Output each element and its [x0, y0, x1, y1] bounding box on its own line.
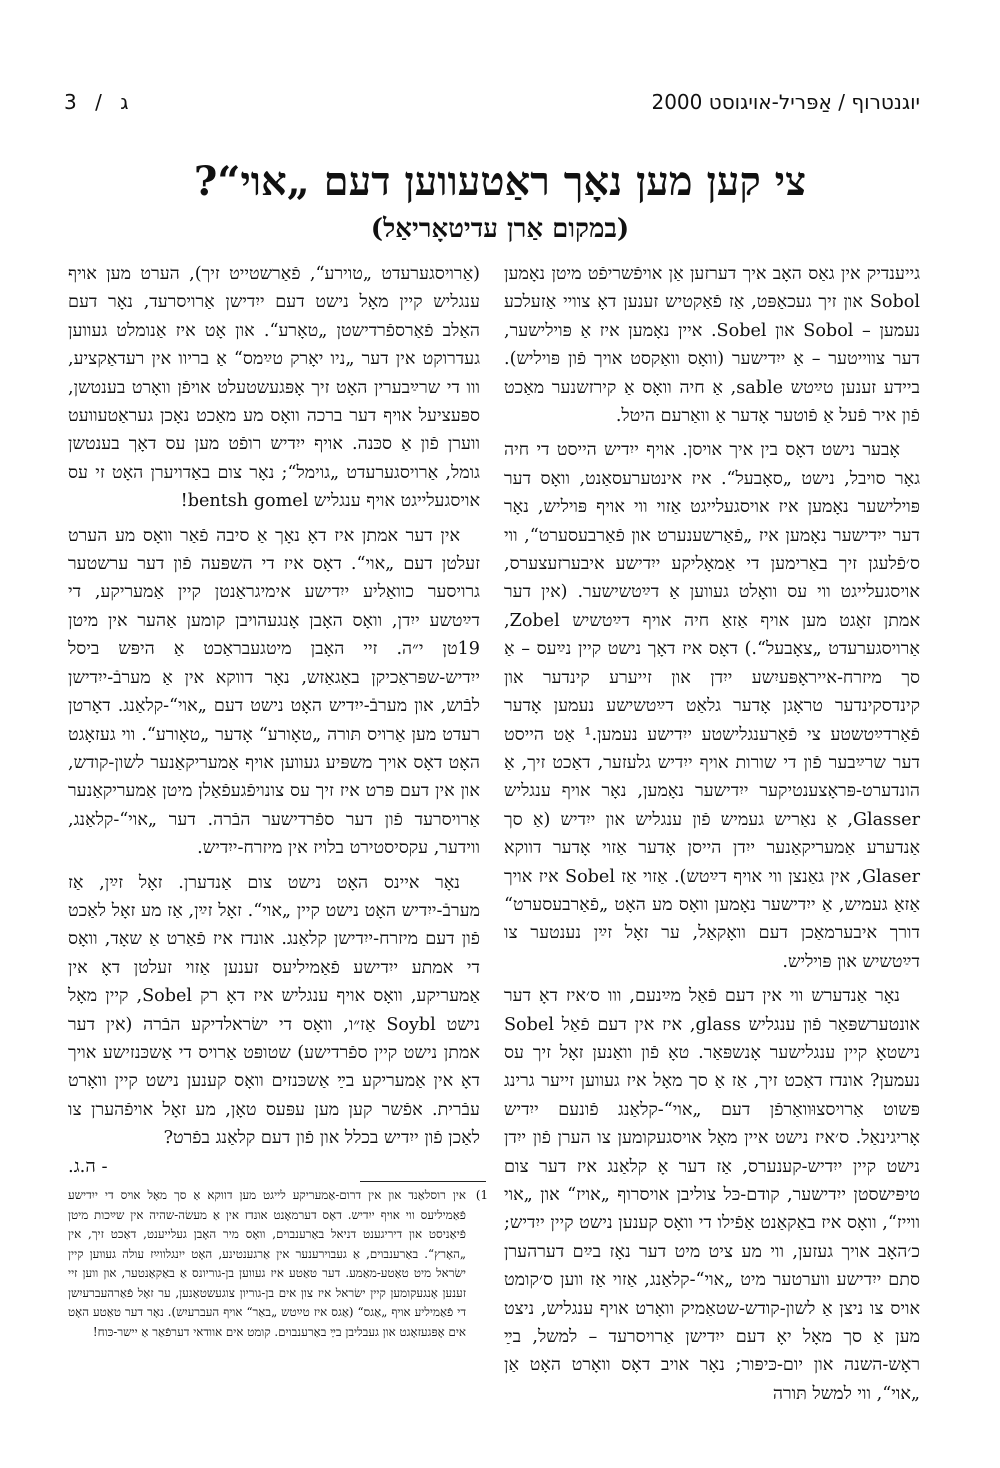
running-head: יוגנטרוף / אַפּריל-אויגוסט 2000	[651, 90, 920, 114]
paragraph: אָבער נישט דאָס בין איך אויסן. אויף ייִדיש הייסט די חיה גאָר סויבל, נישט „סאָבעל“. איז אינטערעסאַנט, וואָס דער פּוילישער נאָמען איז אויסגעלייגט אַזוי ווי אויף פּויליש, נאָר דער ייִדישער נאָמען איז „פֿאַרשענערט און פֿאַרבעסערט“, ווי ס׳פֿלעגן זיך באַרימען די אַמאָליקע ייִדישע איבערזעצערס, אויסגעלייגט ווי עס וואָלט געווען אַ דײַטשישער. (אין דער אמתן זאָגט מען אויף אַזאַ חיה אויף דײַטשיש Zobel, אַרויסגערעדט „צאָבעל“.) דאָס איז דאָך נישט קיין נײַעס – אַ סך מיזרח-אייראָפּעיִשע ייִדן און זייערע קינדער און קינדסקינדער טראָגן אָדער גלאַט דײַטשישע נעמען אָדער פֿאַרדײַטשטע צי פֿאַרענגלישטע ייִדישע נעמען.¹ אַט הייסט דער שרײַבער פֿון די שורות אויף ייִדיש גלעזער, דאַכט זיך, אַ הונדערט-פּראָצענטיקער ייִדישער נאָמען, נאָר אויף ענגליש Glasser, אַ נאַריש געמיש פֿון ענגליש און ייִדיש (אַ סך אַנדערע אַמעריקאַנער ייִדן הייסן אָדער אַזוי אָדער דווקא Glaser, אין גאַנצן ווי אויף דײַטש). אַזוי אַז Sobel איז אויך אַזאַ געמיש, אַ ייִדישער נאָמען וואָס מע האָט „פֿאַרבעסערט“ דורך איבערמאַכן דעם וואָקאַל, ער זאָל זײַן נענטער צו דײַטשיש און פּויליש.	[504, 440, 920, 972]
footnote-number: 1)	[475, 1188, 488, 1202]
page-number: ג / 3	[64, 90, 135, 114]
paragraph: נאָר אַנדערש ווי אין דעם פֿאַל מײַנעם, ווו ס׳איז דאָ דער אונטערשפּאַר פֿון ענגליש glass, איז אין דעם פֿאַל Sobel נישטאָ קיין ענגלישער אָנשפּאַר. טאָ פֿון וואַנען זאָל זיך עס נעמען? אונדז דאַכט זיך, אַז אַ סך מאָל איז געווען זייער גרינג פּשוט אַרויסצוּוואַרפֿן דעם „אוי“-קלאַנג פֿונעם ייִדיש אָריגינאַל. ס׳איז נישט איין מאָל אויסגעקומען צו הערן פֿון ייִדן נישט קיין ייִדיש-קענערס, אַז דער אָ קלאַנג איז דער צום טיפּישסטן ייִדישער, קודם-כּל צוליבן אויסרוף „אויז“ און „אוי ווייז“, וואָס איז באַקאַנט אַפֿילו די וואָס קענען נישט קיין ייִדיש; כ׳האָב אויך געזען, ווי מע ציט מיט דער נאָז בײַם דערהערן סתם ייִדישע ווערטער מיט „אוי“-קלאַנג, אַזוי אַז ווען ס׳קומט אויס צו ניצן אַ לשון-קודש-שטאַמיק וואָרט אויף ענגליש, ניצט מען אַ סך מאָל יאָ דעם ייִדישן אַרויסרעד – למשל, בײַ ראָש-השנה און יום-כּיפּור; נאָר אויב דאָס וואָרט האָט אַן „אוי“, ווי למשל תּורה	[504, 986, 920, 1404]
author-signature: - ה.ג.	[68, 1156, 108, 1177]
right-column	[504, 260, 920, 1414]
paragraph: (אַרויסגערעדט „טוירע“, פֿאַרשטייט זיך), הערט מען אויף ענגליש קיין מאָל נישט דעם ייִדישן אַרויסרעד, נאָר דעם האַלב פֿאַרספֿרדישטן „טאָרע“. און אָט איז אַנומלט געווען געדרוקט אין דער „ניו יאָרק טײַמס“ אַ בריוו אין רעדאַקציע, ווו די שרײַבערין האָט זיך אָפּגעשטעלט אויפֿן וואָרט בענטשן, ספּעציעל אויף דער ברכה וואָס מע מאַכט נאָכן געראַטעוועט ווערן פֿון אַ סכּנה. אויף ייִדיש רופֿט מען עס דאָך בענטשן גומל, אַרויסגערעדט „גוימל“; נאָר צום באַדויערן האָט זי עס אויסגעלייגט אויף ענגליש bentsh gomel!	[68, 264, 480, 512]
article-subtitle: (במקום אַרן עדיטאָריאַל)	[370, 214, 630, 244]
paragraph: אין דער אמתן איז דאָ נאָך אַ סיבה פֿאַר וואָס מע הערט זעלטן דעם „אוי“. דאָס איז די השפּעה פֿון דער ערשטער גרויסער כוואַליע ייִדישע אימיגראַנטן קיין אַמעריקע, די דײַטשע ייִדן, וואָס האָבן אָנגעהויבן קומען אַהער אין מיטן 19טן י״ה. זיי האָבן מיטגעבראַכט אַ היפּש ביסל ייִדיש-שפּראַכיקן באַגאַזש, נאָר דווקא אין אַ מערבֿ-ייִדישן לבֿוש, און מערבֿ-ייִדיש האָט נישט דעם „אוי“-קלאַנג. דאָרטן רעדט מען אַרויס תּורה „טאָורע“ אָדער „טאָורע“. ווי געזאָגט האָט דאָס אויך משפּיע געווען אויף אַמעריקאַנער לשון-קודש, און אין דעם פּרט איז זיך עס צונויפֿגעפֿאַלן מיטן אַמעריקאַנער אַרויסרעד פֿון דער ספֿרדישער הבֿרה. דער „אוי“-קלאַנג, ווידער, עקסיסטירט בלויז אין מיזרח-ייִדיש.	[68, 525, 480, 859]
paragraph: גייענדיק אין גאַס האָב איך דערזען אַן אויפֿשריפֿט מיטן נאָמען Sobol און זיך געכאַפּט, אַז פֿאַקטיש זענען דאָ צוויי אַזעלכע נעמען – Sobol און Sobel. איין נאָמען איז אַ פּוילישער, דער צווייטער – אַ ייִדישער (וואָס וואַקסט אויך פֿון פּויליש). ביידע זענען טײַטש sable, אַ חיה וואָס אַ קירזשנער מאַכט פֿון איר פֿעל אַ פֿוטער אָדער אַ וואַרעם היטל.	[504, 264, 921, 427]
footnote-text: אין רוסלאַנד און אין דרום-אַמעריקע לייגט מען דווקא אַ סך מאָל אויס די ייִדישע פֿאַמיליעס ווי אויף ייִדיש. דאָס דערמאָנט אונדז אין אַ מעשׂה-שהיה אין שײַכות מיטן פֿיאַניסט און דיריגענט דניאל באַרענבוים, וואָס מיר האָבן געלייענט, דאַכט זיך, אין „האָרץ“. באַרענבוים, אַ געבוירענער אין אַרגענטינע, האָט ייִנגלווײַז עולה געווען קיין ישׂראל מיט טאַטע-מאַמע. דער טאַטע איז געווען בן-גוריונס אַ באַקאַנטער, און ווען זיי זענען אָנגעקומען קיין ישׂראל איז צון אים בן-גוריון צוגעשטאַנען, ער זאָל פֿאַרהעברעיִשן די פֿאַמיליע אויף „אַגס“ (אַגס איז טײַטש „באַר“ אויף העברעיִש). נאָר דער טאַטע האָט אים אָפּגעזאָגט און געבליבן בײַ באַרענבוים. קומט אים אוודאי דערפֿאַר אַ יישר-כּוח!	[68, 1188, 466, 1339]
footnote	[68, 1186, 488, 1342]
left-column	[68, 260, 480, 1159]
footnote-divider	[360, 1181, 486, 1182]
paragraph: נאָר איינס האָט נישט צום אַנדערן. זאָל זײַן, אַז מערבֿ-ייִדיש האָט נישט קיין „אוי“. זאָל זײַן, אַז מע זאָל לאַכט פֿון דעם מיזרח-ייִדישן קלאַנג. אונדז איז פֿאַרט אַ שאָד, וואָס די אמתע ייִדישע פֿאַמיליעס זענען אַזוי זעלטן דאָ אין אַמעריקע, וואָס אויף ענגליש איז דאָ רק Sobel, קיין מאָל נישט Soybl אַז״ו, וואָס די ישׂראלדיקע הבֿרה (אין דער אמתן נישט קיין ספֿרדישע) שטופּט אַרויס די אַשכּנזישע אויך דאָ אין אַמעריקע בײַ אַשכּנזים וואָס קענען נישט קיין וואָרט עבֿרית. אפֿשר קען מען עפּעס טאָן, מע זאָל אויפֿהערן צו לאַכן פֿון ייִדיש בכלל און פֿון דעם קלאַנג בפֿרט?	[68, 872, 481, 1149]
page-header	[0, 80, 1000, 120]
article-title: צי קען מען נאָך ראַטעווען דעם „אוי“?	[193, 158, 807, 205]
